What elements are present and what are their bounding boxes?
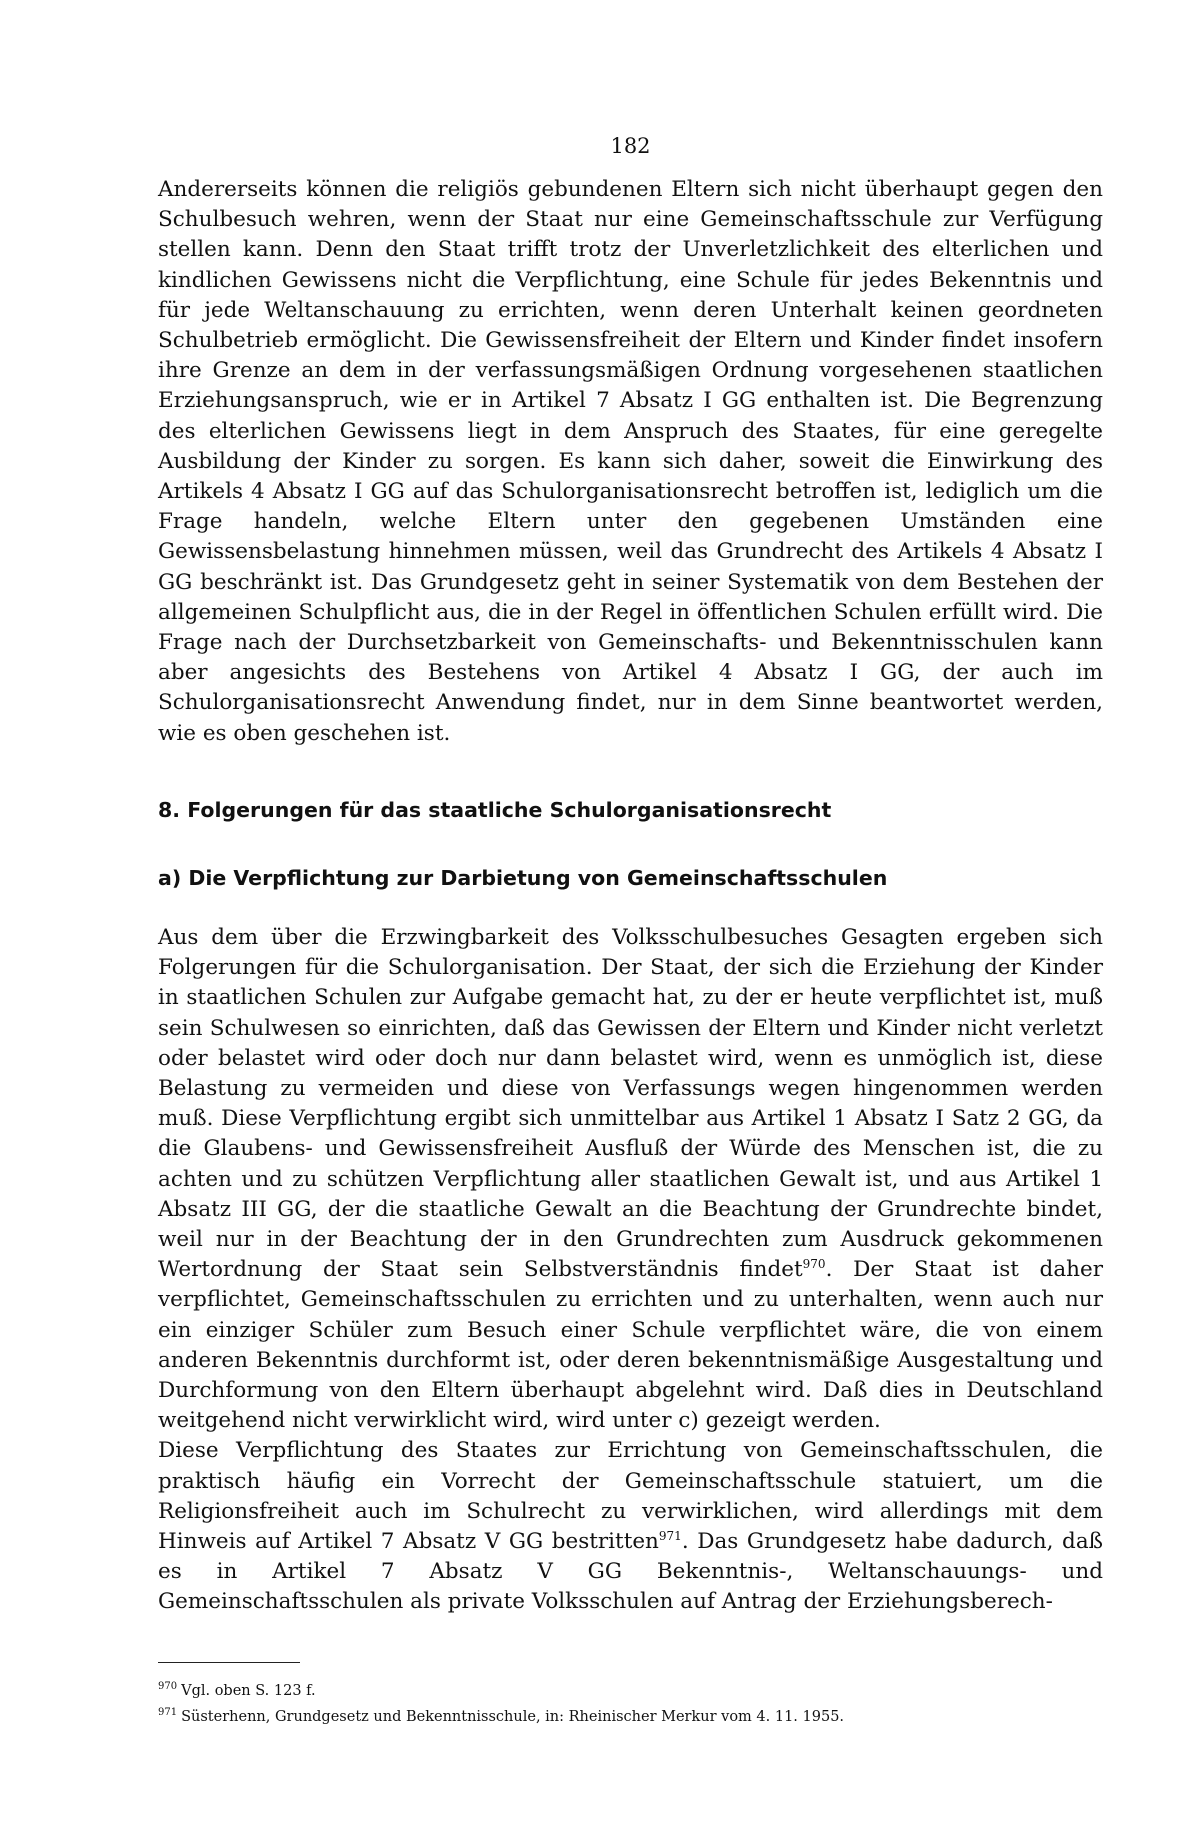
paragraph-1: Andererseits können die religiös gebundenen Eltern sich nicht überhaupt gegen den Schulbesuch wehren, wenn der Staat nur eine Gemeinschaftsschule zur Verfügung stellen kann. Denn den Staat trifft trotz der Unverletzlichkeit des elterlichen und kindlichen Gewissens nicht die Verpflichtung, eine Schule für jedes Bekenntnis und für jede Weltanschauung zu errichten, wenn deren Unterhalt keinen geordneten Schulbetrieb ermöglicht. Die Gewissensfreiheit der Eltern und Kinder findet insofern ihre Grenze an dem in der verfassungsmäßigen Ordnung vorgesehenen staatlichen Erziehungsanspruch, wie er in Artikel 7 Absatz I GG enthalten ist. Die Begrenzung des elterlichen Gewissens liegt in dem Anspruch des Staates, für eine geregelte Ausbildung der Kinder zu sorgen. Es kann sich daher, soweit die Einwirkung des Artikels 4 Absatz I GG auf das Schulorganisationsrecht betroffen ist, lediglich um die Frage handeln, welche Eltern unter den gegebenen Umständen eine Gewissensbelastung hinnehmen müssen, weil das Grundrecht des Artikels 4 Absatz I GG beschränkt ist. Das Grundgesetz geht in seiner Systematik von dem Bestehen der allgemeinen Schulpflicht aus, die in der Regel in öffentlichen Schulen erfüllt wird. Die Frage nach der Durchsetzbarkeit von Gemeinschafts- und Bekenntnisschulen kann aber angesichts des Bestehens von Artikel 4 Absatz I GG, der auch im Schulorganisationsrecht Anwendung findet, nur in dem Sinne beantwortet werden, wie es oben geschehen ist.: [158, 177, 1103, 746]
paragraph-3-part-a: Diese Verpflichtung des Staates zur Errichtung von Gemeinschaftsschulen, die praktisch häufig ein Vorrecht der Gemeinschaftsschule statuiert, um die Religionsfreiheit auch im Schulrecht zu verwirklichen, wird allerdings mit dem Hinweis auf Artikel 7 Absatz V GG bestritten: [158, 1438, 1103, 1555]
footnote-971: [158, 1702, 1103, 1728]
footnote-number: 971: [158, 1706, 178, 1718]
footnote-reference-971[interactable]: 971: [658, 1528, 682, 1543]
paragraph-2: [158, 923, 1103, 1436]
section-heading: 8. Folgerungen für das staatliche Schulorganisationsrecht: [158, 798, 832, 822]
footnote-reference-970[interactable]: 970: [802, 1257, 826, 1272]
page-number: 182: [610, 134, 651, 158]
text-block-lower: [158, 923, 1103, 1618]
text-block-upper: [158, 175, 1103, 749]
paragraph-3: [158, 1436, 1103, 1617]
footnote-number: 970: [158, 1681, 178, 1692]
footnote-text: Süsterhenn, Grundgesetz und Bekenntnisschule, in: Rheinischer Merkur vom 4. 11. 1955.: [181, 1708, 845, 1725]
footnotes: [158, 1676, 1103, 1728]
paragraph-3-part-b: . Das Grundgesetz habe dadurch, daß es in Artikel 7 Absatz V GG Bekenntnis-, Weltanschauungs- und Gemeinschaftsschulen als private Volksschulen auf Antrag der Erziehungsberech-: [158, 1529, 1103, 1615]
footnote-text: Vgl. oben S. 123 f.: [181, 1682, 316, 1699]
paragraph-2-part-a: Aus dem über die Erzwingbarkeit des Volksschulbesuches Gesagten ergeben sich Folgerungen für die Schulorganisation. Der Staat, der sich die Erziehung der Kinder in staatlichen Schulen zur Aufgabe gemacht hat, zu der er heute verpflichtet ist, muß sein Schulwesen so einrichten, daß das Gewissen der Eltern und Kinder nicht verletzt oder belastet wird oder doch nur dann belastet wird, wenn es unmöglich ist, diese Belastung zu vermeiden und diese von Verfassungs wegen hingenommen werden muß. Diese Verpflichtung ergibt sich unmittelbar aus Artikel 1 Absatz I Satz 2 GG, da die Glaubens- und Gewissensfreiheit Ausfluß der Würde des Menschen ist, die zu achten und zu schützen Verpflichtung aller staatlichen Gewalt ist, und aus Artikel 1 Absatz III GG, der die staatliche Gewalt an die Beachtung der Grundrechte bindet, weil nur in der Beachtung der in den Grundrechten zum Ausdruck gekommenen Wertordnung der Staat sein Selbstverständnis findet: [158, 925, 1103, 1283]
subsection-heading: a) Die Verpflichtung zur Darbietung von Gemeinschaftsschulen: [158, 866, 888, 890]
footnote-970: [158, 1676, 1103, 1702]
footnote-divider: [158, 1662, 300, 1663]
paragraph-2-part-b: . Der Staat ist daher verpflichtet, Gemeinschaftsschulen zu errichten und zu unterhalten, wenn auch nur ein einziger Schüler zum Besuch einer Schule verpflichtet wäre, die von einem anderen Bekenntnis durchformt ist, oder deren bekenntnismäßige Ausgestaltung und Durchformung von den Eltern überhaupt abgelehnt wird. Daß dies in Deutschland weitgehend nicht verwirklicht wird, wird unter c) gezeigt werden.: [158, 1257, 1103, 1434]
